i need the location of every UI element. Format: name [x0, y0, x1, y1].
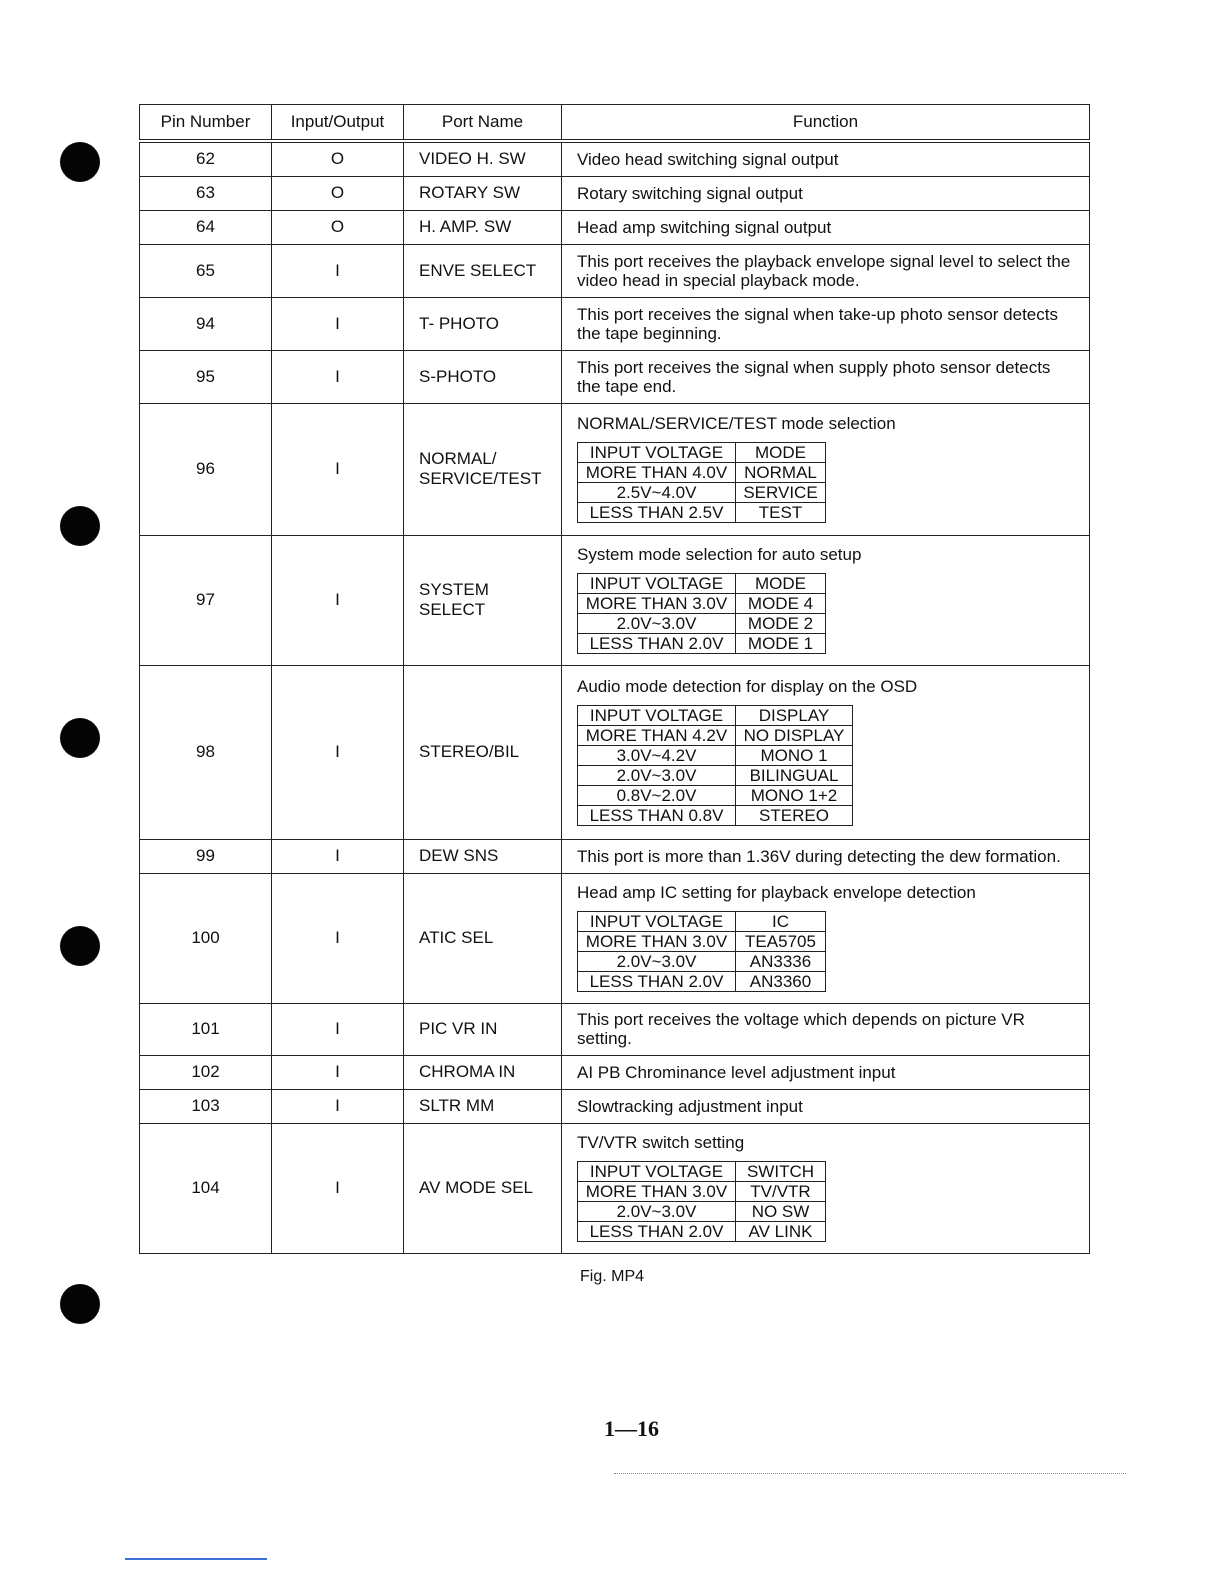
port-name — [404, 535, 562, 665]
port-name: CHROMA IN — [404, 1055, 562, 1089]
pin-number: 99 — [140, 839, 272, 873]
subtable-header-row — [578, 705, 853, 725]
function-text: This port receives the playback envelope signal level to select the video head in special playback mode. — [562, 244, 1090, 297]
port-name: VIDEO H. SW — [404, 141, 562, 176]
subtable-row — [578, 462, 826, 482]
subtable-row — [578, 593, 826, 613]
subtable-cell: NO DISPLAY — [736, 725, 853, 745]
table-row — [140, 141, 1090, 176]
table-row — [140, 297, 1090, 350]
input-output: I — [272, 873, 404, 1003]
subtable-cell: DISPLAY — [736, 705, 853, 725]
header-pin-number: Pin Number — [140, 105, 272, 142]
binder-hole-1 — [60, 142, 100, 182]
port-name: PIC VR IN — [404, 1003, 562, 1055]
pin-number: 101 — [140, 1003, 272, 1055]
subtable-cell: 2.0V~3.0V — [578, 951, 736, 971]
function-text: This port receives the signal when take-up photo sensor detects the tape beginning. — [562, 297, 1090, 350]
table-row — [140, 873, 1090, 1003]
subtable-cell: NO SW — [736, 1201, 826, 1221]
table-row — [140, 210, 1090, 244]
pin-number: 100 — [140, 873, 272, 1003]
subtable-row — [578, 765, 853, 785]
subtable-cell: MODE 4 — [736, 593, 826, 613]
subtable-cell: MORE THAN 4.0V — [578, 462, 736, 482]
input-output: I — [272, 1055, 404, 1089]
mode-subtable — [577, 1161, 826, 1242]
subtable-cell: IC — [736, 911, 826, 931]
table-row — [140, 665, 1090, 839]
input-output: I — [272, 665, 404, 839]
page-number: 1—16 — [604, 1416, 659, 1441]
input-output: I — [272, 244, 404, 297]
figure-caption: Fig. MP4 — [580, 1268, 645, 1285]
port-name — [404, 403, 562, 535]
subtable-cell: BILINGUAL — [736, 765, 853, 785]
function-text: Video head switching signal output — [562, 141, 1090, 176]
pin-number: 95 — [140, 350, 272, 403]
subtable-row — [578, 725, 853, 745]
binder-hole-3 — [60, 718, 100, 758]
subtable-cell: NORMAL — [736, 462, 826, 482]
subtable-cell: MODE 2 — [736, 613, 826, 633]
binder-hole-4 — [60, 926, 100, 966]
subtable-header-row — [578, 442, 826, 462]
function-text: This port receives the signal when supply photo sensor detects the tape end. — [562, 350, 1090, 403]
input-output: O — [272, 141, 404, 176]
table-row — [140, 535, 1090, 665]
subtable-cell: TEST — [736, 502, 826, 522]
table-row — [140, 1003, 1090, 1055]
port-name: ROTARY SW — [404, 176, 562, 210]
pin-number: 102 — [140, 1055, 272, 1089]
subtable-cell: MONO 1+2 — [736, 785, 853, 805]
subtable-cell: LESS THAN 2.0V — [578, 633, 736, 653]
input-output: I — [272, 297, 404, 350]
function-text: Head amp IC setting for playback envelope detection — [577, 882, 976, 902]
input-output: I — [272, 839, 404, 873]
mode-subtable — [577, 573, 826, 654]
subtable-row — [578, 745, 853, 765]
subtable-cell: LESS THAN 2.0V — [578, 1221, 736, 1241]
subtable-cell: MODE — [736, 442, 826, 462]
function-cell — [562, 665, 1090, 839]
subtable-row — [578, 1181, 826, 1201]
function-text: Head amp switching signal output — [562, 210, 1090, 244]
subtable-cell: AN3360 — [736, 971, 826, 991]
port-name-line-2: SELECT — [419, 600, 486, 619]
function-text: Slowtracking adjustment input — [562, 1089, 1090, 1123]
port-name: ATIC SEL — [404, 873, 562, 1003]
pin-number: 103 — [140, 1089, 272, 1123]
header-function: Function — [562, 105, 1090, 142]
subtable-cell: INPUT VOLTAGE — [578, 911, 736, 931]
pin-number: 64 — [140, 210, 272, 244]
function-text: TV/VTR switch setting — [577, 1132, 745, 1152]
pin-number: 97 — [140, 535, 272, 665]
port-name: AV MODE SEL — [404, 1123, 562, 1253]
table-row — [140, 1123, 1090, 1253]
function-cell — [562, 1123, 1090, 1253]
subtable-row — [578, 805, 853, 825]
subtable-cell: 2.0V~3.0V — [578, 765, 736, 785]
pin-number: 63 — [140, 176, 272, 210]
subtable-cell: AN3336 — [736, 951, 826, 971]
pin-number: 104 — [140, 1123, 272, 1253]
pin-number: 96 — [140, 403, 272, 535]
input-output: O — [272, 210, 404, 244]
table-row — [140, 176, 1090, 210]
mode-subtable — [577, 705, 853, 826]
input-output: O — [272, 176, 404, 210]
header-input-output: Input/Output — [272, 105, 404, 142]
subtable-cell: 2.0V~3.0V — [578, 1201, 736, 1221]
port-name: S-PHOTO — [404, 350, 562, 403]
subtable-row — [578, 951, 826, 971]
input-output: I — [272, 535, 404, 665]
subtable-header-row — [578, 911, 826, 931]
function-cell — [562, 873, 1090, 1003]
port-name: STEREO/BIL — [404, 665, 562, 839]
input-output: I — [272, 1089, 404, 1123]
function-text: System mode selection for auto setup — [577, 544, 862, 564]
port-name-line-1: SYSTEM — [419, 580, 489, 599]
subtable-row — [578, 1201, 826, 1221]
subtable-cell: TV/VTR — [736, 1181, 826, 1201]
function-text: Audio mode detection for display on the OSD — [577, 676, 918, 696]
function-text: AI PB Chrominance level adjustment input — [562, 1055, 1090, 1089]
function-text: Rotary switching signal output — [562, 176, 1090, 210]
subtable-cell: LESS THAN 2.0V — [578, 971, 736, 991]
input-output: I — [272, 1003, 404, 1055]
port-name: T- PHOTO — [404, 297, 562, 350]
port-name-line-1: NORMAL/ — [419, 449, 497, 468]
function-cell — [562, 403, 1090, 535]
subtable-row — [578, 613, 826, 633]
port-name: ENVE SELECT — [404, 244, 562, 297]
function-text: This port is more than 1.36V during detecting the dew formation. — [562, 839, 1090, 873]
table-row — [140, 403, 1090, 535]
subtable-row — [578, 785, 853, 805]
pin-number: 94 — [140, 297, 272, 350]
subtable-cell: INPUT VOLTAGE — [578, 1161, 736, 1181]
subtable-cell: STEREO — [736, 805, 853, 825]
port-name: DEW SNS — [404, 839, 562, 873]
subtable-cell: 3.0V~4.2V — [578, 745, 736, 765]
subtable-cell: MORE THAN 4.2V — [578, 725, 736, 745]
mode-subtable — [577, 442, 826, 523]
pin-number: 65 — [140, 244, 272, 297]
subtable-cell: INPUT VOLTAGE — [578, 705, 736, 725]
subtable-cell: TEA5705 — [736, 931, 826, 951]
subtable-cell: SERVICE — [736, 482, 826, 502]
table-row — [140, 1055, 1090, 1089]
subtable-cell: MORE THAN 3.0V — [578, 931, 736, 951]
subtable-cell: 0.8V~2.0V — [578, 785, 736, 805]
port-name-line-2: SERVICE/TEST — [419, 469, 542, 488]
pin-number: 62 — [140, 141, 272, 176]
footer-accent-rule — [125, 1558, 267, 1560]
subtable-header-row — [578, 1161, 826, 1181]
table-header-row — [140, 105, 1090, 142]
subtable-cell: INPUT VOLTAGE — [578, 442, 736, 462]
function-text: This port receives the voltage which depends on picture VR setting. — [562, 1003, 1090, 1055]
table-row — [140, 839, 1090, 873]
subtable-cell: 2.0V~3.0V — [578, 613, 736, 633]
subtable-row — [578, 971, 826, 991]
pin-number: 98 — [140, 665, 272, 839]
pin-function-table — [139, 104, 1090, 1254]
subtable-cell: MORE THAN 3.0V — [578, 593, 736, 613]
subtable-cell: SWITCH — [736, 1161, 826, 1181]
input-output: I — [272, 350, 404, 403]
subtable-cell: MODE 1 — [736, 633, 826, 653]
binder-hole-5 — [60, 1284, 100, 1324]
input-output: I — [272, 1123, 404, 1253]
table-row — [140, 1089, 1090, 1123]
footer-rule — [614, 1473, 1126, 1474]
input-output: I — [272, 403, 404, 535]
subtable-cell: LESS THAN 2.5V — [578, 502, 736, 522]
mode-subtable — [577, 911, 826, 992]
subtable-row — [578, 633, 826, 653]
subtable-row — [578, 931, 826, 951]
table-row — [140, 350, 1090, 403]
port-name: H. AMP. SW — [404, 210, 562, 244]
subtable-header-row — [578, 573, 826, 593]
function-text: NORMAL/SERVICE/TEST mode selection — [577, 413, 896, 433]
header-port-name: Port Name — [404, 105, 562, 142]
subtable-cell: MORE THAN 3.0V — [578, 1181, 736, 1201]
binder-hole-2 — [60, 506, 100, 546]
port-name: SLTR MM — [404, 1089, 562, 1123]
table-row — [140, 244, 1090, 297]
subtable-cell: AV LINK — [736, 1221, 826, 1241]
function-cell — [562, 535, 1090, 665]
subtable-cell: MONO 1 — [736, 745, 853, 765]
subtable-row — [578, 482, 826, 502]
subtable-cell: INPUT VOLTAGE — [578, 573, 736, 593]
subtable-row — [578, 1221, 826, 1241]
subtable-cell: LESS THAN 0.8V — [578, 805, 736, 825]
subtable-cell: MODE — [736, 573, 826, 593]
subtable-cell: 2.5V~4.0V — [578, 482, 736, 502]
subtable-row — [578, 502, 826, 522]
